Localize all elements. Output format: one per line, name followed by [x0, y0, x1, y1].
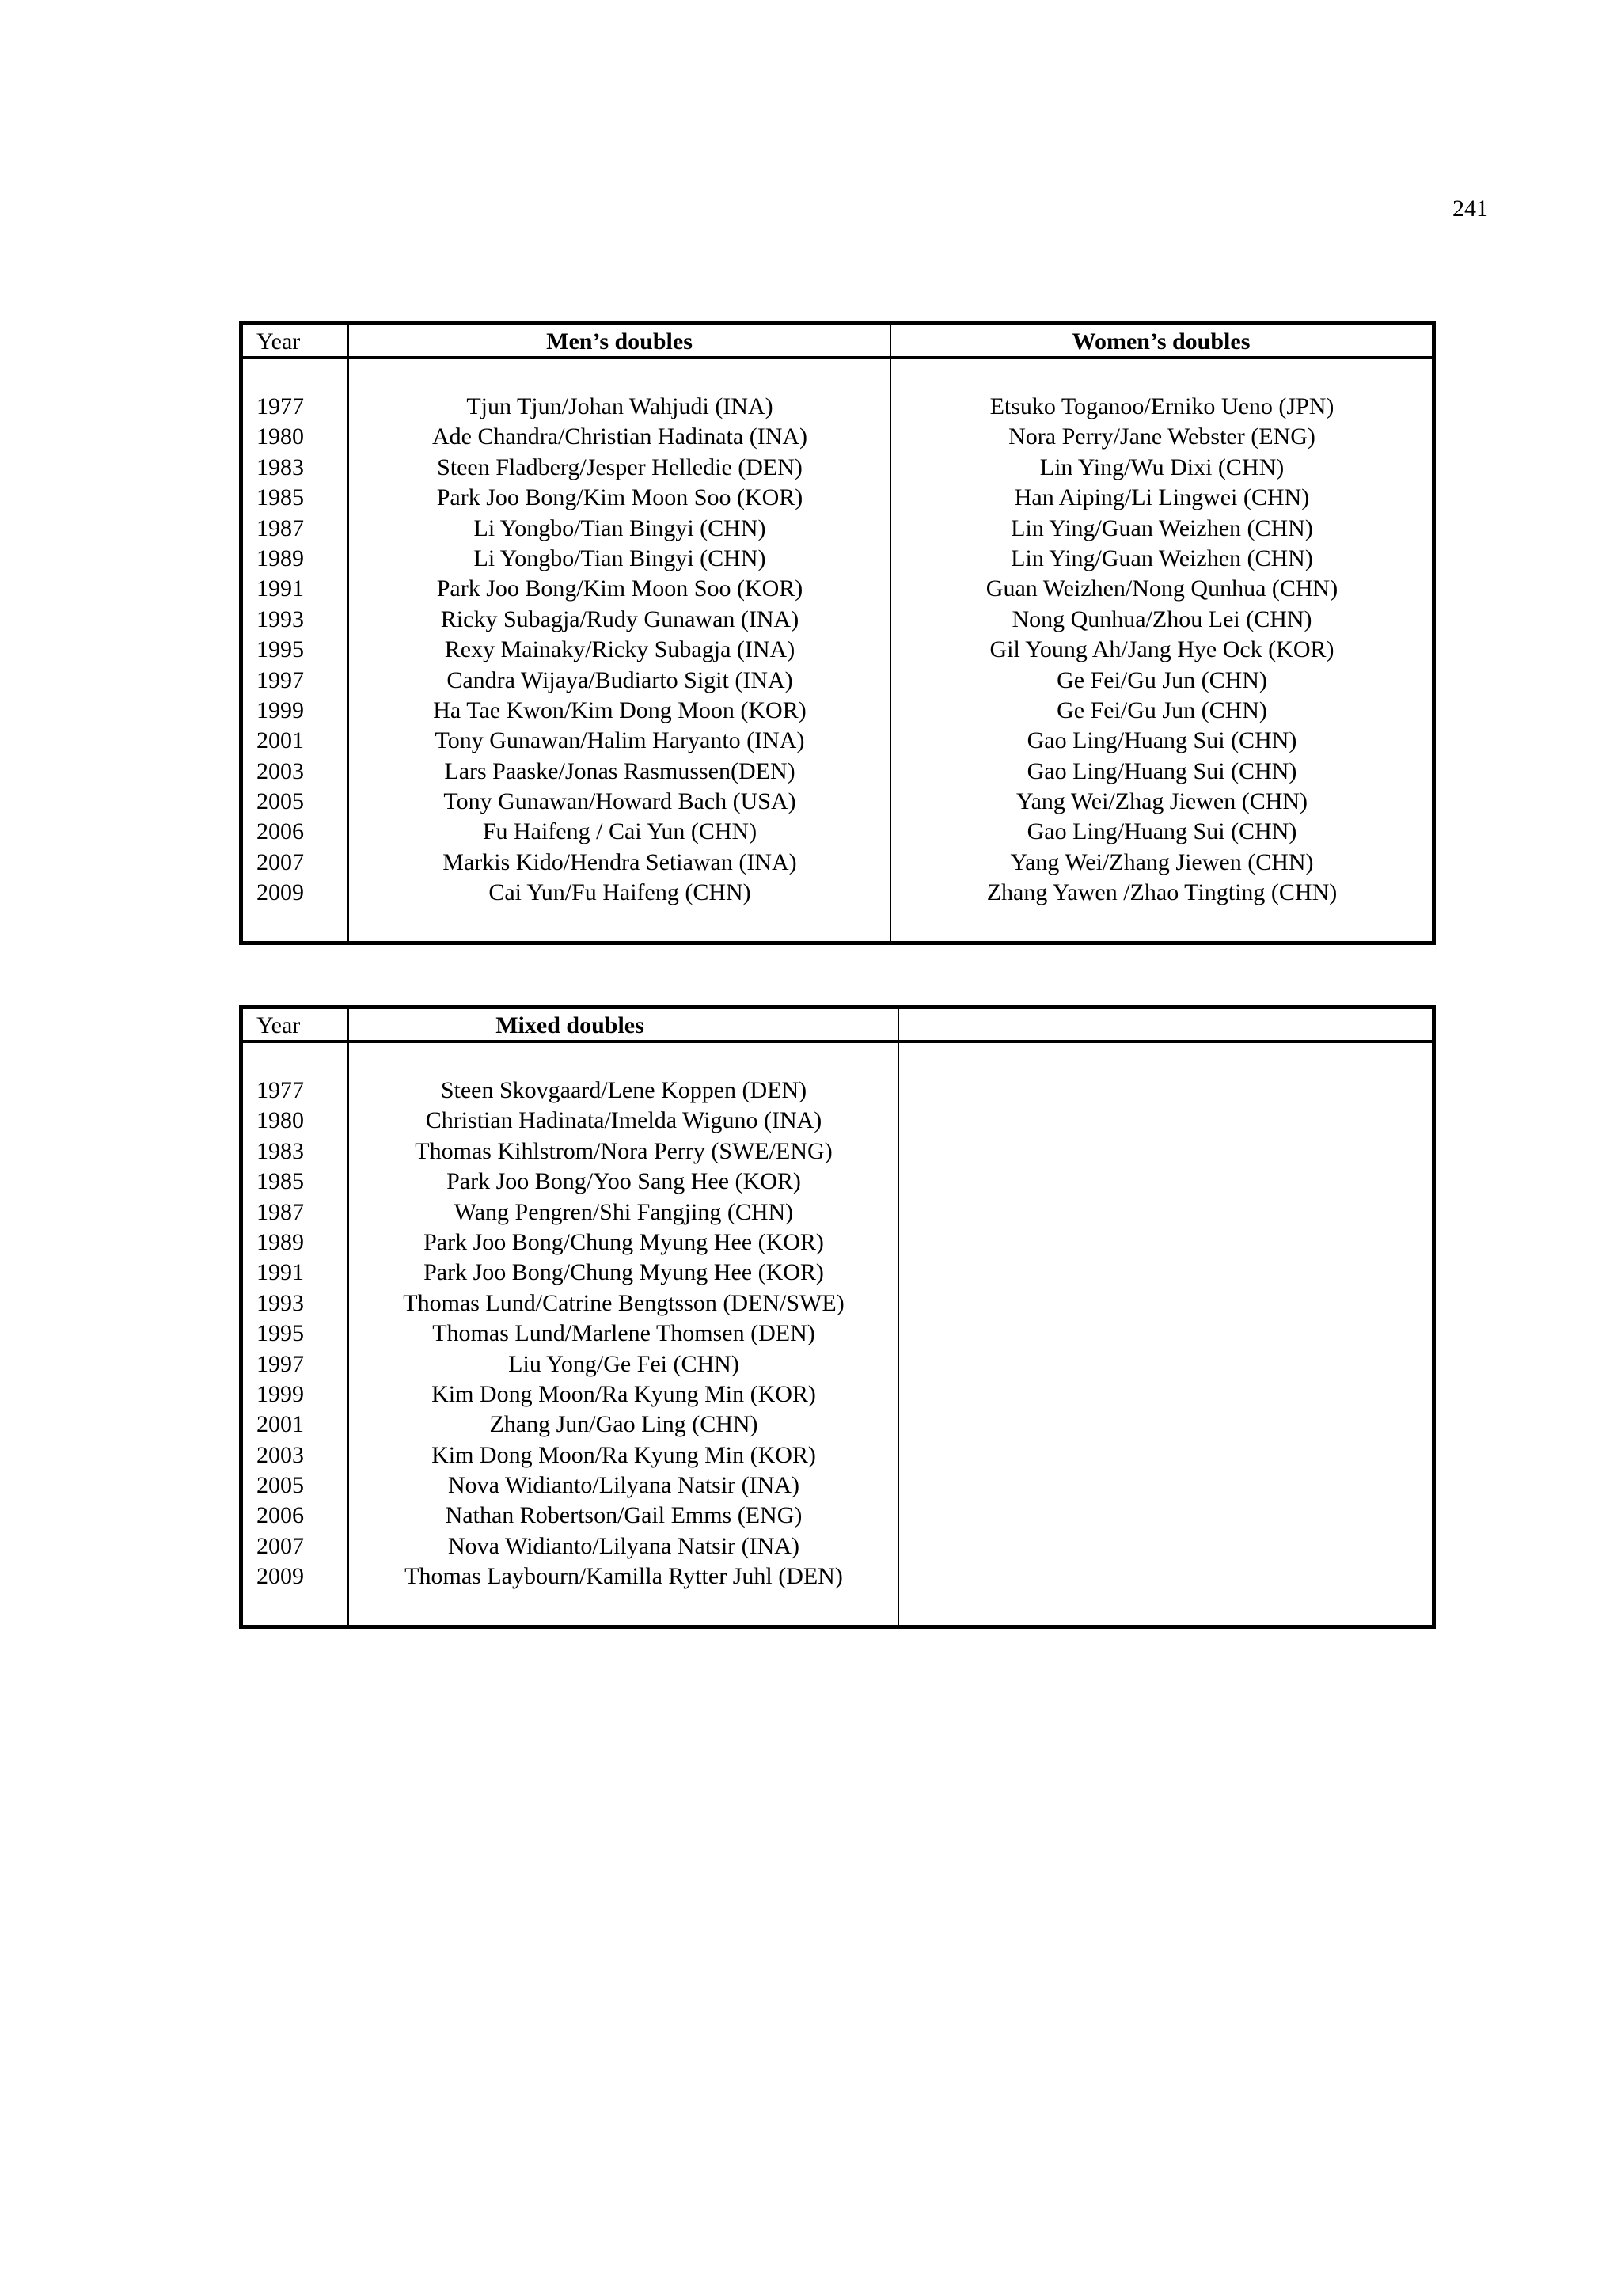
doubles-table-header — [243, 325, 1432, 359]
mixed-doubles-cell: Wang Pengren/Shi Fangjing (CHN) — [454, 1198, 794, 1225]
mixed-doubles-cell: Park Joo Bong/Chung Myung Hee (KOR) — [423, 1228, 824, 1255]
year-cell: 1989 — [256, 1228, 304, 1255]
mixed-doubles-cell: Thomas Lund/Catrine Bengtsson (DEN/SWE) — [403, 1289, 845, 1316]
year-cell: 2009 — [256, 879, 304, 906]
page-number: 241 — [1452, 195, 1488, 222]
womens-doubles-cell: Etsuko Toganoo/Erniko Ueno (JPN) — [989, 393, 1334, 419]
column-divider — [898, 1009, 899, 1625]
womens-doubles-column — [892, 392, 1432, 909]
year-cell: 2005 — [256, 788, 304, 815]
womens-doubles-cell: Gao Ling/Huang Sui (CHN) — [1027, 727, 1297, 754]
year-cell: 2009 — [256, 1563, 304, 1590]
doubles-table — [239, 321, 1436, 945]
year-cell: 2007 — [256, 1532, 304, 1559]
womens-doubles-cell: Lin Ying/Guan Weizhen (CHN) — [1011, 545, 1313, 571]
mens-doubles-cell: Candra Wijaya/Budiarto Sigit (INA) — [446, 666, 793, 693]
year-cell: 1983 — [256, 454, 304, 480]
mens-doubles-cell: Ha Tae Kwon/Kim Dong Moon (KOR) — [433, 696, 807, 723]
year-cell: 1991 — [256, 1259, 304, 1286]
mens-doubles-cell: Fu Haifeng / Cai Yun (CHN) — [482, 818, 757, 845]
year-cell: 1991 — [256, 575, 304, 602]
year-cell: 2006 — [256, 1502, 304, 1529]
mixed-doubles-cell: Nova Widianto/Lilyana Natsir (INA) — [448, 1472, 799, 1499]
mens-doubles-header: Men’s doubles — [546, 328, 693, 355]
year-column — [256, 1076, 344, 1592]
year-cell: 1977 — [256, 393, 304, 419]
mixed-doubles-cell: Park Joo Bong/Chung Myung Hee (KOR) — [423, 1259, 824, 1286]
womens-doubles-cell: Gao Ling/Huang Sui (CHN) — [1027, 818, 1297, 845]
year-header: Year — [256, 1012, 301, 1038]
mens-doubles-cell: Ricky Subagja/Rudy Gunawan (INA) — [440, 605, 799, 632]
mens-doubles-cell: Tjun Tjun/Johan Wahjudi (INA) — [466, 393, 773, 419]
mens-doubles-cell: Lars Paaske/Jonas Rasmussen(DEN) — [444, 757, 795, 784]
mixed-doubles-cell: Nathan Robertson/Gail Emms (ENG) — [445, 1502, 803, 1529]
mixed-doubles-cell: Zhang Jun/Gao Ling (CHN) — [489, 1411, 758, 1438]
year-cell: 1995 — [256, 1320, 304, 1347]
mixed-doubles-cell: Park Joo Bong/Yoo Sang Hee (KOR) — [446, 1168, 801, 1195]
year-cell: 1995 — [256, 636, 304, 663]
womens-doubles-cell: Nora Perry/Jane Webster (ENG) — [1008, 423, 1315, 450]
mixed-doubles-cell: Liu Yong/Ge Fei (CHN) — [508, 1350, 739, 1377]
year-cell: 2001 — [256, 1411, 304, 1438]
year-header: Year — [256, 328, 301, 355]
mens-doubles-cell: Li Yongbo/Tian Bingyi (CHN) — [473, 514, 766, 541]
mixed-doubles-cell: Christian Hadinata/Imelda Wiguno (INA) — [425, 1107, 822, 1134]
year-cell: 1977 — [256, 1077, 304, 1103]
mixed-table-header — [243, 1009, 1432, 1043]
year-cell: 2007 — [256, 848, 304, 875]
year-cell: 2003 — [256, 1441, 304, 1468]
mens-doubles-cell: Rexy Mainaky/Ricky Subagja (INA) — [444, 636, 795, 663]
year-cell: 2006 — [256, 818, 304, 845]
womens-doubles-cell: Yang Wei/Zhang Jiewen (CHN) — [1010, 848, 1314, 875]
year-cell: 2003 — [256, 757, 304, 784]
year-cell: 1985 — [256, 484, 304, 511]
mixed-doubles-cell: Steen Skovgaard/Lene Koppen (DEN) — [440, 1077, 807, 1103]
year-cell: 1987 — [256, 1198, 304, 1225]
womens-doubles-cell: Ge Fei/Gu Jun (CHN) — [1057, 696, 1267, 723]
mens-doubles-cell: Tony Gunawan/Howard Bach (USA) — [443, 788, 796, 815]
year-cell: 1997 — [256, 666, 304, 693]
year-cell: 1993 — [256, 605, 304, 632]
column-divider — [347, 325, 349, 941]
mixed-doubles-header: Mixed doubles — [495, 1012, 644, 1038]
year-cell: 1989 — [256, 545, 304, 571]
mens-doubles-cell: Li Yongbo/Tian Bingyi (CHN) — [473, 545, 766, 571]
year-cell: 1983 — [256, 1137, 304, 1164]
womens-doubles-cell: Han Aiping/Li Lingwei (CHN) — [1014, 484, 1310, 511]
womens-doubles-cell: Gao Ling/Huang Sui (CHN) — [1027, 757, 1297, 784]
column-divider — [347, 1009, 349, 1625]
year-cell: 2001 — [256, 727, 304, 754]
year-cell: 1987 — [256, 514, 304, 541]
year-cell: 1997 — [256, 1350, 304, 1377]
year-cell: 1985 — [256, 1168, 304, 1195]
womens-doubles-cell: Lin Ying/Guan Weizhen (CHN) — [1011, 514, 1313, 541]
mixed-doubles-cell: Thomas Laybourn/Kamilla Rytter Juhl (DEN) — [404, 1563, 843, 1590]
mens-doubles-cell: Steen Fladberg/Jesper Helledie (DEN) — [437, 454, 803, 480]
womens-doubles-cell: Gil Young Ah/Jang Hye Ock (KOR) — [989, 636, 1334, 663]
mixed-doubles-cell: Kim Dong Moon/Ra Kyung Min (KOR) — [431, 1441, 816, 1468]
mixed-doubles-table — [239, 1005, 1436, 1629]
year-cell: 1980 — [256, 423, 304, 450]
womens-doubles-cell: Ge Fei/Gu Jun (CHN) — [1057, 666, 1267, 693]
mens-doubles-cell: Park Joo Bong/Kim Moon Soo (KOR) — [436, 575, 803, 602]
womens-doubles-cell: Yang Wei/Zhag Jiewen (CHN) — [1015, 788, 1308, 815]
womens-doubles-cell: Lin Ying/Wu Dixi (CHN) — [1039, 454, 1285, 480]
mens-doubles-cell: Markis Kido/Hendra Setiawan (INA) — [442, 848, 797, 875]
year-cell: 1993 — [256, 1289, 304, 1316]
year-cell: 2005 — [256, 1472, 304, 1499]
mens-doubles-cell: Cai Yun/Fu Haifeng (CHN) — [488, 879, 751, 906]
year-cell: 1999 — [256, 696, 304, 723]
mixed-doubles-cell: Nova Widianto/Lilyana Natsir (INA) — [448, 1532, 799, 1559]
year-column — [256, 392, 344, 909]
mixed-doubles-cell: Thomas Kihlstrom/Nora Perry (SWE/ENG) — [415, 1137, 833, 1164]
mixed-doubles-column — [350, 1076, 898, 1592]
womens-doubles-cell: Nong Qunhua/Zhou Lei (CHN) — [1012, 605, 1312, 632]
mixed-doubles-cell: Kim Dong Moon/Ra Kyung Min (KOR) — [431, 1380, 816, 1407]
year-cell: 1999 — [256, 1380, 304, 1407]
womens-doubles-cell: Guan Weizhen/Nong Qunhua (CHN) — [985, 575, 1338, 602]
mens-doubles-cell: Ade Chandra/Christian Hadinata (INA) — [431, 423, 808, 450]
mens-doubles-cell: Tony Gunawan/Halim Haryanto (INA) — [435, 727, 805, 754]
mens-doubles-column — [350, 392, 890, 909]
year-cell: 1980 — [256, 1107, 304, 1134]
womens-doubles-cell: Zhang Yawen /Zhao Tingting (CHN) — [986, 879, 1338, 906]
mixed-doubles-cell: Thomas Lund/Marlene Thomsen (DEN) — [432, 1320, 815, 1347]
mens-doubles-cell: Park Joo Bong/Kim Moon Soo (KOR) — [436, 484, 803, 511]
column-divider — [890, 325, 891, 941]
womens-doubles-header: Women’s doubles — [1072, 328, 1251, 355]
